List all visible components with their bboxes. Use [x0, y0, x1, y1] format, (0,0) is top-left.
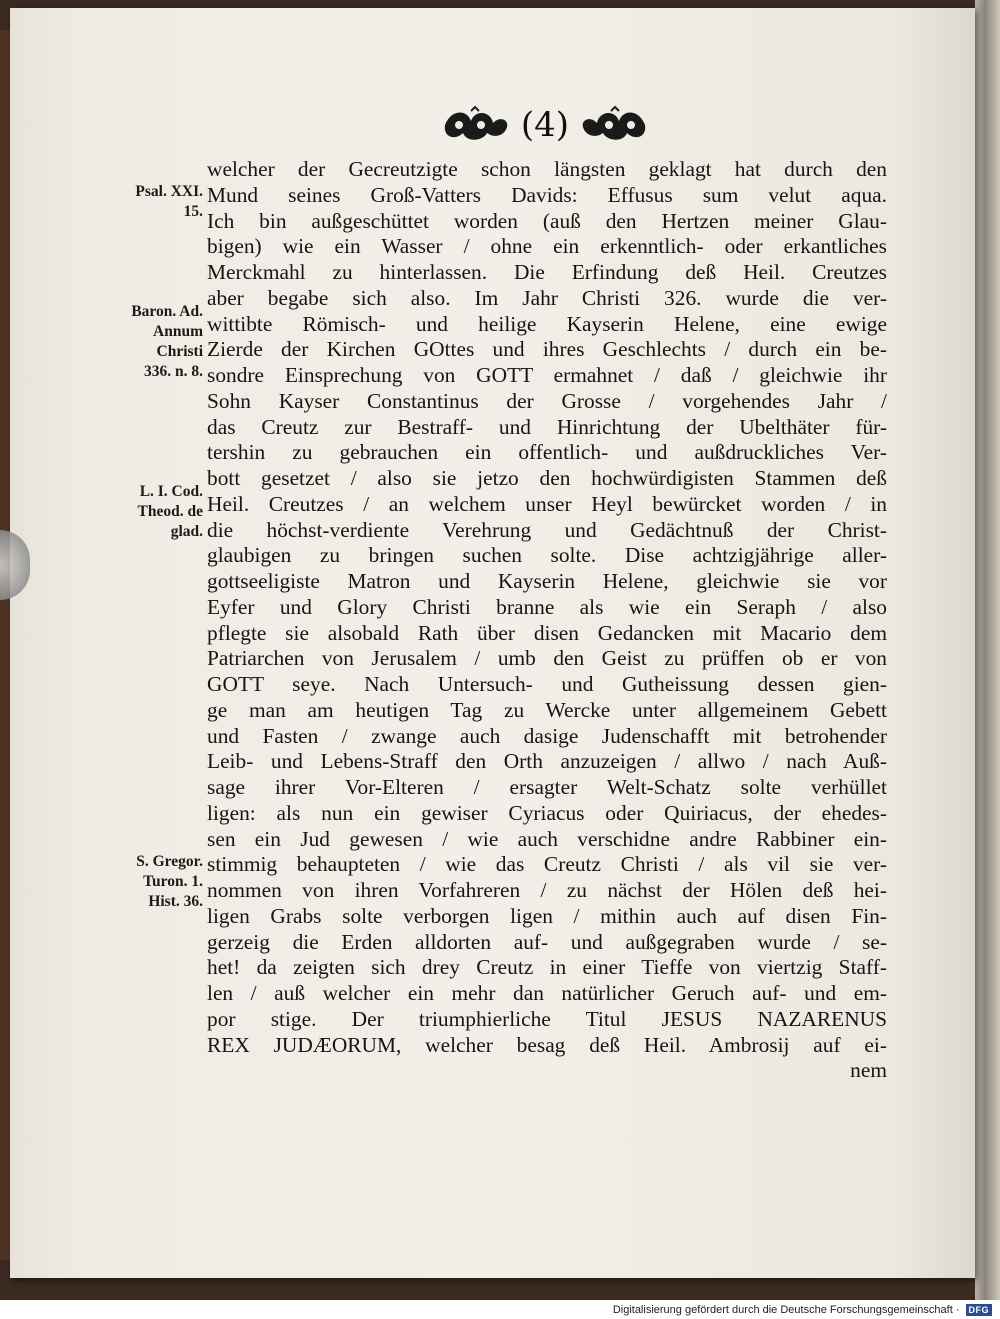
margin-note-line: Baron. Ad. [131, 303, 203, 320]
body-line: GOTT seye. Nach Untersuch- und Gutheissung dessen gien- [207, 672, 887, 696]
body-line: aber begabe sich also. Im Jahr Christi 326. wurde die ver- [207, 285, 887, 310]
body-line: tershin zu gebrauchen ein offentlich- und außdruckliches Ver- [207, 440, 887, 465]
ornament-left-icon [441, 105, 511, 145]
body-line: ligen: als nun ein gewiser Cyriacus oder Quiriacus, der ehedes- [207, 800, 887, 825]
margin-note-line: S. Gregor. [136, 853, 203, 870]
margin-note-line: Hist. 36. [148, 893, 203, 910]
body-line: wittibte Römisch- und heilige Kayserin Helene, eine ewige [207, 311, 887, 336]
body-line: die höchst-verdiente Verehrung und Gedächtnuß der Christ- [207, 517, 887, 542]
body-text [207, 157, 887, 1084]
body-line: und Fasten / zwange auch dasige Judenschafft mit betrohender [207, 723, 887, 748]
body-line: nem [850, 1058, 887, 1083]
margin-note-line: Psal. XXI. [135, 183, 203, 200]
margin-note-line: glad. [170, 523, 203, 540]
body-line: stimmig behaupteten / wie das Creutz Christi / als vil sie ver- [207, 852, 887, 877]
dfg-logo: DFG [966, 1304, 993, 1316]
margin-note-psalm [68, 182, 203, 222]
footer-credit: Digitalisierung gefördert durch die Deutsche Forschungsgemeinschaft · [612, 1303, 960, 1316]
body-line: por stige. Der triumphierliche Titul JESUS NAZARENUS [207, 1006, 887, 1031]
body-line: Patriarchen von Jerusalem / umb den Geist zu prüffen ob er von [207, 646, 887, 671]
body-line: gerzeig die Erden alldorten auf- und außgegraben wurde / se- [207, 929, 887, 954]
body-line: REX JUDÆORUM, welcher besag deß Heil. Ambrosij auf ei- [207, 1032, 887, 1057]
body-line: sen ein Jud gewesen / wie auch verschidne andre Rabbiner ein- [207, 826, 887, 851]
page-stack-edge [975, 0, 1000, 1300]
body-line: glaubigen zu bringen suchen solte. Dise achtzigjährige aller- [207, 543, 887, 568]
body-line: Ich bin außgeschüttet worden (auß den Hertzen meiner Glau- [207, 208, 887, 233]
margin-note-line: L. I. Cod. [139, 483, 203, 500]
ornament-right-icon [579, 105, 649, 145]
body-line: Eyfer und Glory Christi branne als wie ein Seraph / also [207, 594, 887, 619]
body-line: ge man am heutigen Tag zu Wercke unter allgemeinem Gebett [207, 697, 887, 722]
body-line: Zierde der Kirchen GOttes und ihres Geschlechts / durch ein be- [207, 337, 887, 362]
page-number: (4) [520, 105, 570, 145]
body-line: Heil. Creutzes / an welchem unser Heyl bewürcket worden / in [207, 491, 887, 516]
body-line: das Creutz zur Bestraff- und Hinrichtung der Ubelthäter für- [207, 414, 887, 439]
body-line: het! da zeigten sich drey Creutz in einer Tieffe von viertzig Staff- [207, 955, 887, 980]
body-line: pflegte sie alsobald Rath über disen Gedancken mit Macario dem [207, 620, 887, 645]
body-line: ligen Grabs solte verborgen ligen / mithin auch auf disen Fin- [207, 903, 887, 928]
body-line: sage ihrer Vor-Elteren / ersagter Welt-Schatz solte verhüllet [207, 775, 887, 799]
margin-note-line: Theod. de [137, 503, 203, 520]
margin-note-line: Turon. 1. [143, 873, 203, 890]
margin-note-baronius [68, 302, 203, 382]
body-line: welcher der Gecreutzigte schon längsten geklagt hat durch den [207, 157, 887, 181]
body-line: bigen) wie ein Wasser / ohne ein erkenntlich- oder erkantliches [207, 234, 887, 259]
footer-bar [0, 1300, 1000, 1319]
page-header [420, 95, 670, 155]
body-line: len / auß welcher ein mehr dan natürlicher Geruch auf- und em- [207, 981, 887, 1005]
margin-note-gregor [68, 852, 203, 912]
body-line: Merckmahl zu hinterlassen. Die Erfindung deß Heil. Creutzes [207, 260, 887, 284]
body-line: Sohn Kayser Constantinus der Grosse / vorgehendes Jahr / [207, 388, 887, 413]
body-line: Mund seines Groß-Vatters Davids: Effusus sum velut aqua. [207, 182, 887, 207]
margin-note-codex [68, 482, 203, 542]
body-line: sondre Einsprechung von GOTT ermahnet / daß / gleichwie ihr [207, 363, 887, 387]
margin-note-line: Annum [153, 323, 203, 340]
body-line: Leib- und Lebens-Straff den Orth anzuzeigen / allwo / nach Auß- [207, 749, 887, 774]
margin-note-line: 15. [183, 203, 203, 220]
body-line: nommen von ihren Vorfahreren / zu nächst der Hölen deß hei- [207, 878, 887, 902]
body-line: bott gesetzet / also sie jetzo den hochwürdigisten Stammen deß [207, 466, 887, 490]
margin-note-line: Christi [156, 343, 203, 360]
body-line: gottseeligiste Matron und Kayserin Helene, gleichwie sie vor [207, 569, 887, 593]
margin-note-line: 336. n. 8. [144, 363, 203, 380]
